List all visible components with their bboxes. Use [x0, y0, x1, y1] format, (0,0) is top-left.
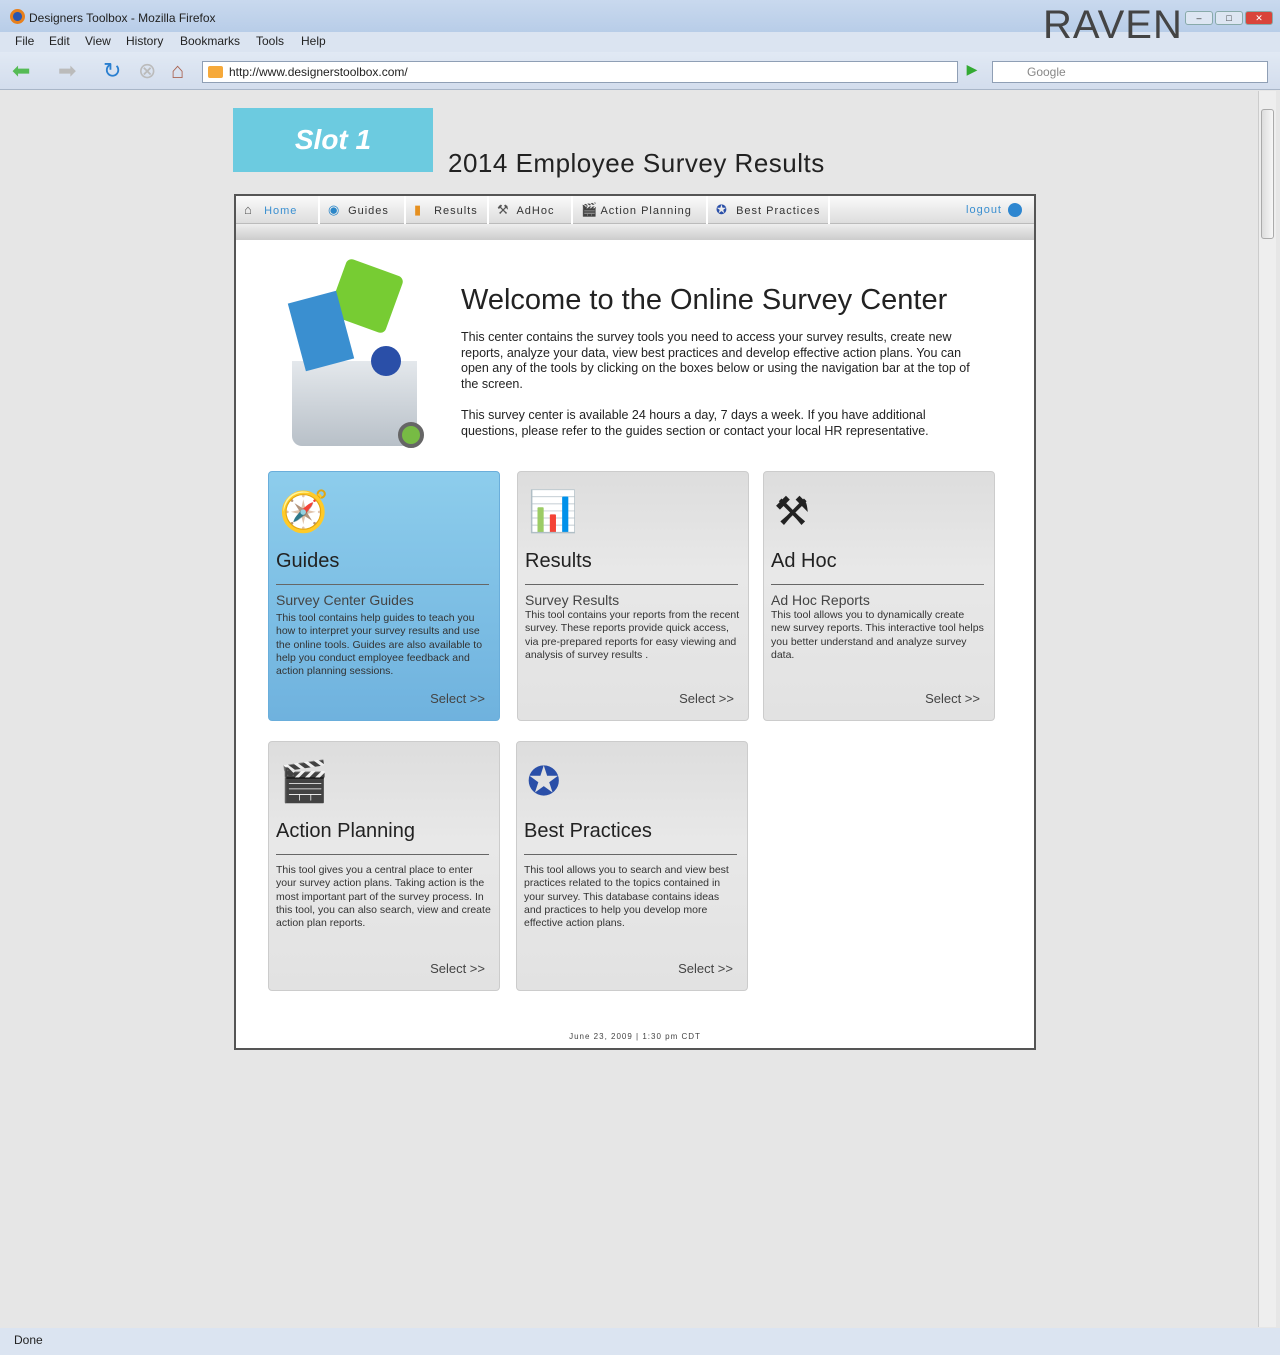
ribbon-icon: ✪ [716, 202, 728, 217]
nav-adhoc[interactable] [489, 196, 573, 224]
slot-logo: Slot 1 [233, 108, 433, 172]
card-description: This tool allows you to dynamically create new survey reports. This interactive tool helps you better understand and analyze survey data. [771, 609, 984, 661]
status-text: Done [14, 1333, 43, 1347]
close-button[interactable]: ✕ [1245, 11, 1273, 25]
power-icon [1008, 203, 1022, 217]
brand-label: RAVEN [1043, 3, 1183, 47]
nav-label: Guides [348, 205, 389, 217]
search-input[interactable] [992, 61, 1268, 83]
status-bar [0, 1328, 1280, 1355]
ribbon-icon: ✪ [527, 760, 561, 804]
back-icon[interactable]: ⬅ [12, 58, 31, 83]
nav-best-practices[interactable] [708, 196, 830, 224]
house-icon: ⌂ [244, 202, 253, 217]
card-title: Results [525, 550, 592, 572]
toolbox-illustration [276, 256, 446, 461]
card-description: This tool allows you to search and view best practices related to the topics contained in your survey. This database contains ideas and practices to help you develop more effective action plans. [524, 864, 729, 930]
minimize-button[interactable]: – [1185, 11, 1213, 25]
compass-icon: 🧭 [279, 490, 329, 534]
nav-results[interactable] [406, 196, 489, 224]
search-placeholder: Google [1027, 65, 1066, 79]
nav-label: AdHoc [516, 205, 555, 217]
footer-timestamp: June 23, 2009 | 1:30 pm CDT [569, 1032, 701, 1041]
maximize-button[interactable]: □ [1215, 11, 1243, 25]
select-link[interactable]: Select >> [430, 961, 485, 976]
nav-label: Results [434, 205, 478, 217]
divider [276, 854, 489, 855]
divider [276, 584, 489, 585]
window-title: Designers Toolbox - Mozilla Firefox [29, 11, 216, 25]
sub-nav-bar [236, 224, 1034, 240]
nav-guides[interactable] [320, 196, 406, 224]
tool-card-guides[interactable] [268, 471, 500, 721]
reload-icon[interactable]: ↻ [103, 58, 122, 83]
nav-label: Best Practices [736, 205, 821, 217]
select-link[interactable]: Select >> [430, 691, 485, 706]
clapperboard-icon: 🎬 [581, 202, 599, 217]
home-icon[interactable]: ⌂ [171, 58, 185, 83]
select-link[interactable]: Select >> [925, 691, 980, 706]
bar-chart-icon: ▮ [414, 202, 423, 217]
welcome-text [461, 330, 981, 455]
bar-chart-icon: 📊 [528, 490, 578, 534]
card-description: This tool gives you a central place to enter your survey action plans. Taking action is the most important part of the survey process. In this tool, you can also search, view and create action plan reports. [276, 864, 491, 930]
menu-help[interactable]: Help [301, 34, 326, 48]
page-icon [208, 66, 223, 78]
nav-home[interactable] [236, 196, 320, 224]
card-title: Action Planning [276, 820, 415, 842]
card-subtitle: Survey Results [525, 592, 620, 608]
tools-icon: ⚒ [774, 490, 810, 534]
card-title: Best Practices [524, 820, 652, 842]
card-description: This tool contains your reports from the recent survey. These reports provide quick access, via pre-prepared reports for easy viewing and analysis of survey results . [525, 609, 740, 661]
firefox-logo-icon [10, 9, 25, 24]
menu-bookmarks[interactable]: Bookmarks [180, 34, 241, 48]
nav-action-planning[interactable] [573, 196, 708, 224]
card-subtitle: Ad Hoc Reports [771, 592, 870, 608]
tool-card-action-planning[interactable] [268, 741, 500, 991]
intro-paragraph: This survey center is available 24 hours a day, 7 days a week. If you have additional questions, please refer to the guides section or contact your local HR representative. [461, 407, 929, 438]
forward-icon[interactable]: ➡ [58, 58, 77, 83]
menu-view[interactable]: View [85, 34, 111, 48]
tools-icon: ⚒ [497, 202, 510, 217]
card-subtitle: Survey Center Guides [276, 592, 414, 608]
scrollbar-thumb[interactable] [1261, 109, 1274, 239]
logout-label: logout [966, 204, 1002, 216]
select-link[interactable]: Select >> [678, 961, 733, 976]
stop-icon[interactable]: ⊗ [138, 58, 157, 83]
select-link[interactable]: Select >> [679, 691, 734, 706]
card-title: Guides [276, 550, 340, 572]
tool-card-adhoc[interactable] [763, 471, 995, 721]
nav-label: Action Planning [600, 205, 692, 217]
clapperboard-icon: 🎬 [279, 760, 329, 804]
logout-link[interactable] [966, 196, 1022, 224]
card-title: Ad Hoc [771, 550, 837, 572]
intro-paragraph: This center contains the survey tools you need to access your survey results, create new reports, analyze your data, view best practices and develop effective action plans. You can open any of the tools by clicking on the boxes below or using the navigation bar at the top of the screen. [461, 330, 970, 391]
tool-card-best-practices[interactable] [516, 741, 748, 991]
main-nav [236, 196, 1034, 224]
menu-edit[interactable]: Edit [49, 34, 70, 48]
url-text: http://www.designerstoolbox.com/ [229, 65, 408, 79]
vertical-scrollbar[interactable] [1258, 91, 1276, 1327]
compass-icon: ◉ [328, 202, 341, 217]
divider [525, 584, 738, 585]
welcome-title: Welcome to the Online Survey Center [461, 284, 948, 316]
survey-center-frame [234, 194, 1036, 1050]
menu-tools[interactable]: Tools [256, 34, 285, 48]
url-input[interactable] [202, 61, 958, 83]
divider [771, 584, 984, 585]
card-description: This tool contains help guides to teach you how to interpret your survey results and use the online tools. Guides are also available to help you conduct employee feedback and action planning sessions. [276, 612, 483, 678]
tool-card-results[interactable] [517, 471, 749, 721]
page-title: 2014 Employee Survey Results [448, 148, 825, 178]
go-icon[interactable]: ▶ [966, 61, 978, 77]
nav-label: Home [264, 205, 298, 217]
divider [524, 854, 737, 855]
menu-history[interactable]: History [126, 34, 164, 48]
menu-file[interactable]: File [15, 34, 35, 48]
